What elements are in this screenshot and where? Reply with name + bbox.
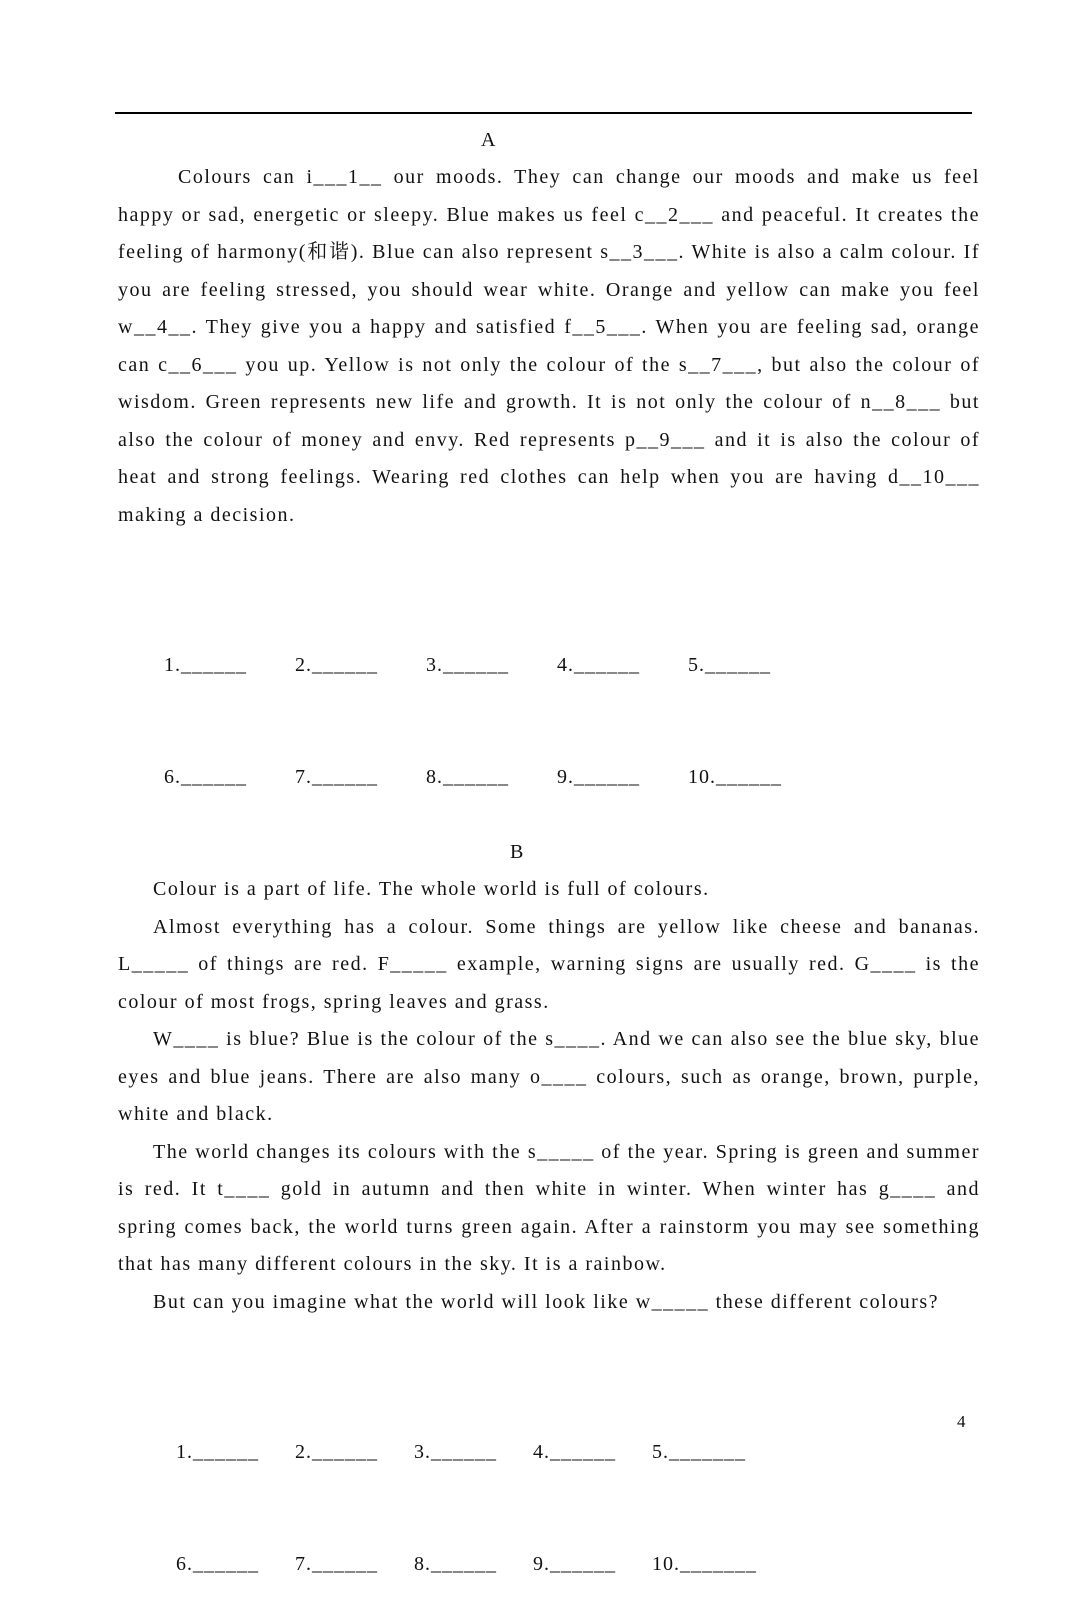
page-number: 4 — [957, 1412, 966, 1431]
answer-blank[interactable]: 4.______ — [557, 653, 640, 676]
answer-blank[interactable]: 1.______ — [176, 1440, 259, 1463]
answer-blank[interactable]: 2.______ — [295, 1440, 378, 1463]
section-b-paragraph: W____ is blue? Blue is the colour of the s____. And we can also see the blue sky, blue eyes and blue jeans. There are also many o____ colours, such as orange, brown, purple, white and black. — [118, 1028, 980, 1125]
section-b-answers — [118, 1321, 980, 1621]
answer-blank[interactable]: 8.______ — [414, 1553, 497, 1575]
section-b-paragraph: But can you imagine what the world will look like w_____ these different colours? — [153, 1290, 939, 1313]
answer-blank[interactable]: 7.______ — [295, 766, 378, 788]
section-a-answers — [118, 534, 980, 834]
answer-blank[interactable]: 4.______ — [533, 1440, 616, 1463]
section-b-paragraph: Almost everything has a colour. Some things are yellow like cheese and bananas. L_____ of things are red. F_____ example, warning signs are usually red. G____ is the colour of most frogs, spring leaves and grass. — [118, 915, 980, 1013]
answer-blank[interactable]: 1.______ — [164, 653, 247, 676]
answer-blank[interactable]: 3.______ — [426, 653, 509, 676]
header-rule — [115, 112, 972, 114]
answer-blank[interactable]: 3.______ — [414, 1440, 497, 1463]
answer-blank[interactable]: 2.______ — [295, 653, 378, 676]
answer-blank[interactable]: 10.______ — [688, 766, 782, 788]
section-a-passage — [118, 159, 980, 534]
answer-blank[interactable]: 10._______ — [652, 1553, 757, 1575]
answer-blank[interactable]: 8.______ — [426, 766, 509, 788]
answer-blank[interactable]: 6.______ — [176, 1553, 259, 1575]
answer-blank[interactable]: 6.______ — [164, 766, 247, 788]
answer-blank[interactable]: 7.______ — [295, 1553, 378, 1575]
section-a-paragraph: Colours can i___1__ our moods. They can change our moods and make us feel happy or sad, energetic or sleepy. Blue makes us feel c__2___ and peaceful. It creates the feeling of harmony(和谐). Blue can also represent s__3___. White is also a calm colour. If you are feeling stressed, you should wear white. Orange and yellow can make you feel w__4__. They give you a happy and satisfied f__5___. When you are feeling sad, orange can c__6___ you up. Yellow is not only the colour of the s__7___, but also the colour of wisdom. Green represents new life and growth. It is not only the colour of n__8___ but also the colour of money and envy. Red represents p__9___ and it is also the colour of heat and strong feelings. Wearing red clothes can help when you are having d__10___ making a decision. — [118, 166, 980, 526]
section-a-heading: A — [481, 129, 497, 151]
section-b-paragraph: The world changes its colours with the s_____ of the year. Spring is green and summer is red. It t____ gold in autumn and then white in winter. When winter has g____ and spring comes back, the world turns green again. After a rainstorm you may see something that has many different colours in the sky. It is a rainbow. — [118, 1140, 980, 1275]
answer-blank[interactable]: 5.______ — [688, 653, 771, 676]
section-b-heading: B — [510, 841, 525, 863]
answer-row — [128, 609, 980, 676]
answer-row — [128, 722, 980, 788]
document-body — [118, 122, 980, 1621]
answer-blank[interactable]: 9.______ — [533, 1553, 616, 1575]
section-b-passage — [118, 871, 980, 1321]
answer-blank[interactable]: 5._______ — [652, 1440, 746, 1463]
answer-blank[interactable]: 9.______ — [557, 766, 640, 788]
answer-row — [140, 1509, 980, 1575]
section-b-paragraph: Colour is a part of life. The whole world is full of colours. — [153, 878, 710, 900]
answer-row — [140, 1396, 980, 1463]
